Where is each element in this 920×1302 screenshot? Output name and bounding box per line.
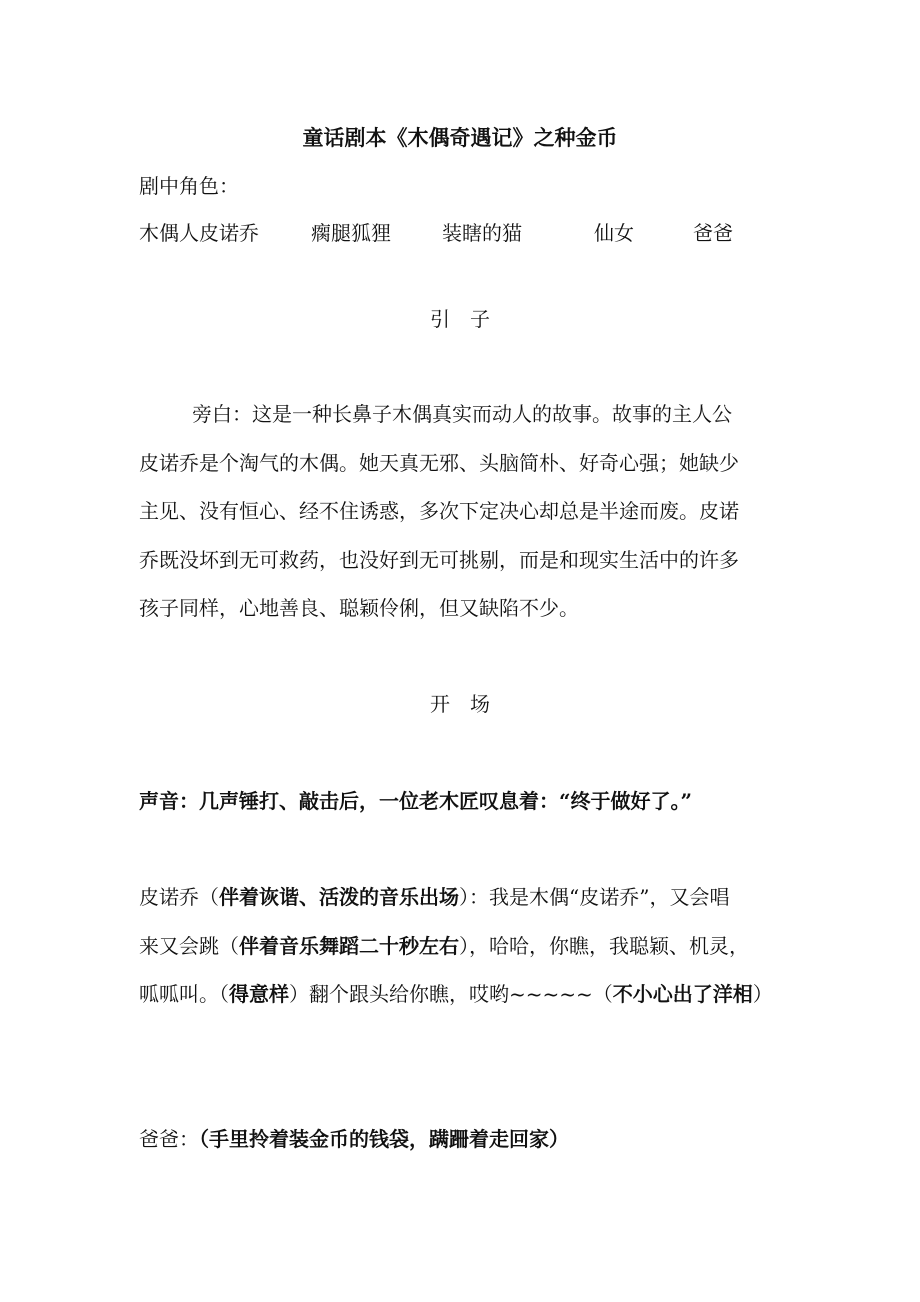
role-item: 木偶人皮诺乔 [139,221,259,245]
role-item: 瘸腿狐狸 [311,221,391,245]
stage-direction: 得意样 [229,982,289,1006]
stage-direction: 伴着诙谐、活泼的音乐出场 [219,885,459,909]
intro-paragraph-line: 皮诺乔是个淘气的木偶。她天真无邪、头脑简朴、好奇心强；她缺少 [139,451,739,475]
dialogue-line [139,1127,569,1151]
dialogue-text: 皮诺乔（ [139,885,219,909]
intro-paragraph-line: 主见、没有恒心、经不住诱惑，多次下定决心却总是半途而废。皮诺 [139,499,739,523]
section-heading-opening: 开 场 [430,692,490,716]
stage-direction: 伴着音乐舞蹈二十秒左右 [239,934,459,958]
stage-direction: （手里拎着装金币的钱袋，蹒跚着走回家） [199,1127,569,1151]
role-item: 爸爸 [693,221,733,245]
sound-cue: 声音：几声锤打、敲击后，一位老木匠叹息着：“终于做好了。” [139,789,693,813]
dialogue-text: 来又会跳（ [139,934,239,958]
roles-label: 剧中角色： [139,174,239,198]
dialogue-line [139,982,773,1006]
section-heading-intro: 引 子 [430,307,490,331]
role-item: 装瞎的猫 [442,221,522,245]
role-item: 仙女 [594,221,634,245]
dialogue-line [139,934,749,958]
dialogue-line [139,885,729,909]
intro-paragraph-line: 旁白：这是一种长鼻子木偶真实而动人的故事。故事的主人公 [192,402,732,426]
speaker-name: 爸爸： [139,1127,199,1151]
stage-direction: 不小心出了洋相 [612,982,753,1006]
dialogue-text: ） [752,982,773,1006]
dialogue-text: 呱呱叫。（ [139,982,229,1006]
intro-paragraph-line: 乔既没坏到无可救药，也没好到无可挑剔，而是和现实生活中的许多 [139,548,739,572]
dialogue-text: ），哈哈，你瞧，我聪颖、机灵， [459,934,749,958]
document-title: 童话剧本《木偶奇遇记》之种金币 [302,125,618,150]
intro-paragraph-line: 孩子同样，心地善良、聪颖伶俐，但又缺陷不少。 [139,596,579,620]
dialogue-text: ）翻个跟头给你瞧，哎哟~~~~~（ [289,982,613,1006]
roles-list [139,221,839,245]
dialogue-text: ）：我是木偶“皮诺乔”，又会唱 [459,885,730,909]
